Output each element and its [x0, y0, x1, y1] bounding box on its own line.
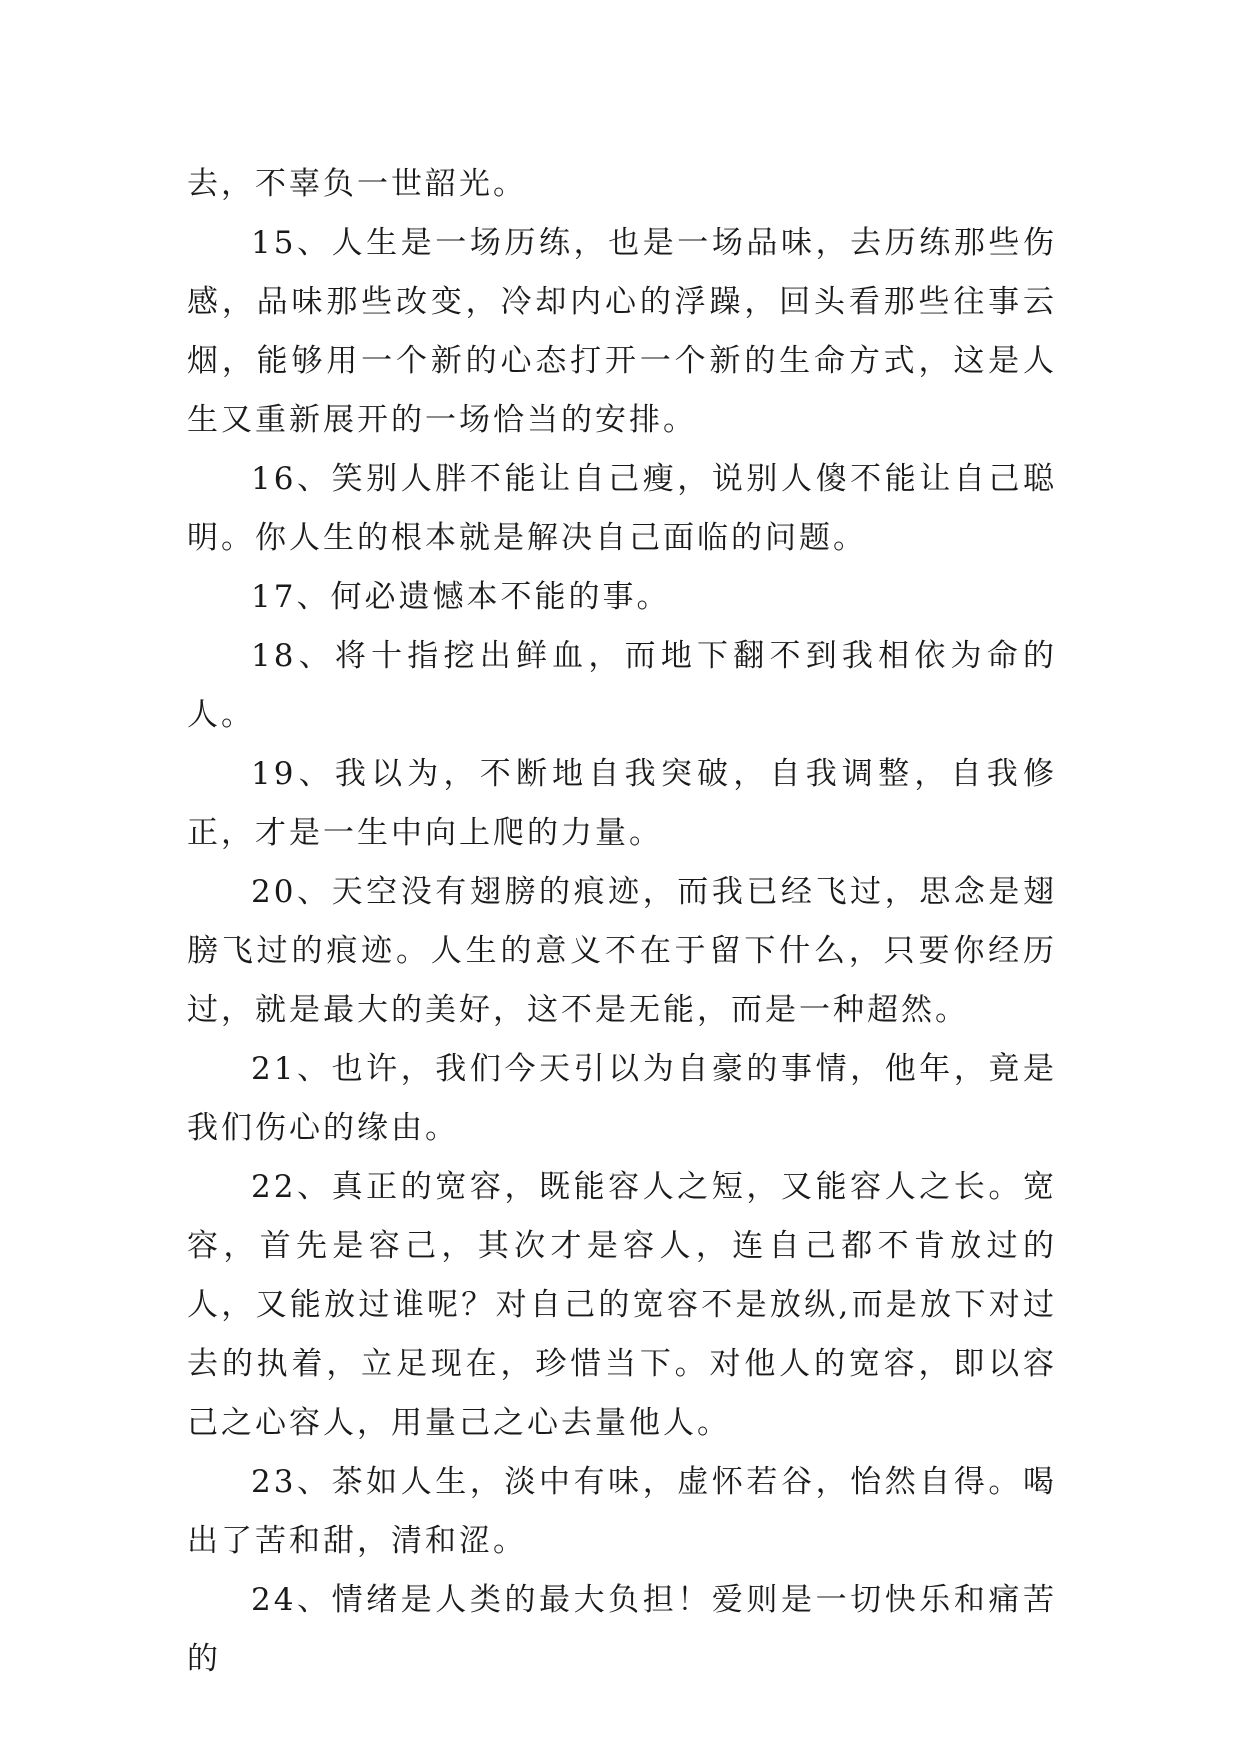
paragraph-21: 21、也许，我们今天引以为自豪的事情，他年，竟是我们伤心的缘由。 — [187, 1051, 1057, 1146]
paragraph-20: 20、天空没有翅膀的痕迹，而我已经飞过，思念是翅膀飞过的痕迹。人生的意义不在于留下什么，只要你经历过，就是最大的美好，这不是无能，而是一种超然。 — [187, 874, 1057, 1028]
paragraph-19: 19、我以为，不断地自我突破，自我调整，自我修正，才是一生中向上爬的力量。 — [187, 756, 1057, 851]
document-body — [187, 155, 1057, 1689]
paragraph-continuation: 去，不辜负一世韶光。 — [187, 166, 527, 202]
paragraph-17: 17、何必遗憾本不能的事。 — [251, 579, 671, 615]
paragraph-24: 24、情绪是人类的最大负担！爱则是一切快乐和痛苦的 — [187, 1582, 1057, 1677]
paragraph-18: 18、将十指挖出鲜血，而地下翻不到我相依为命的人。 — [187, 638, 1057, 733]
paragraph-22: 22、真正的宽容，既能容人之短，又能容人之长。宽容，首先是容己，其次才是容人，连自己都不肯放过的人，又能放过谁呢？对自己的宽容不是放纵,而是放下对过去的执着，立足现在，珍惜当下。对他人的宽容，即以容己之心容人，用量己之心去量他人。 — [187, 1169, 1057, 1441]
paragraph-15: 15、人生是一场历练，也是一场品味，去历练那些伤感，品味那些改变，冷却内心的浮躁，回头看那些往事云烟，能够用一个新的心态打开一个新的生命方式，这是人生又重新展开的一场恰当的安排。 — [187, 225, 1057, 438]
paragraph-23: 23、茶如人生，淡中有味，虚怀若谷，怡然自得。喝出了苦和甜，清和涩。 — [187, 1464, 1057, 1559]
paragraph-16: 16、笑别人胖不能让自己瘦，说别人傻不能让自己聪明。你人生的根本就是解决自己面临的问题。 — [187, 461, 1057, 556]
